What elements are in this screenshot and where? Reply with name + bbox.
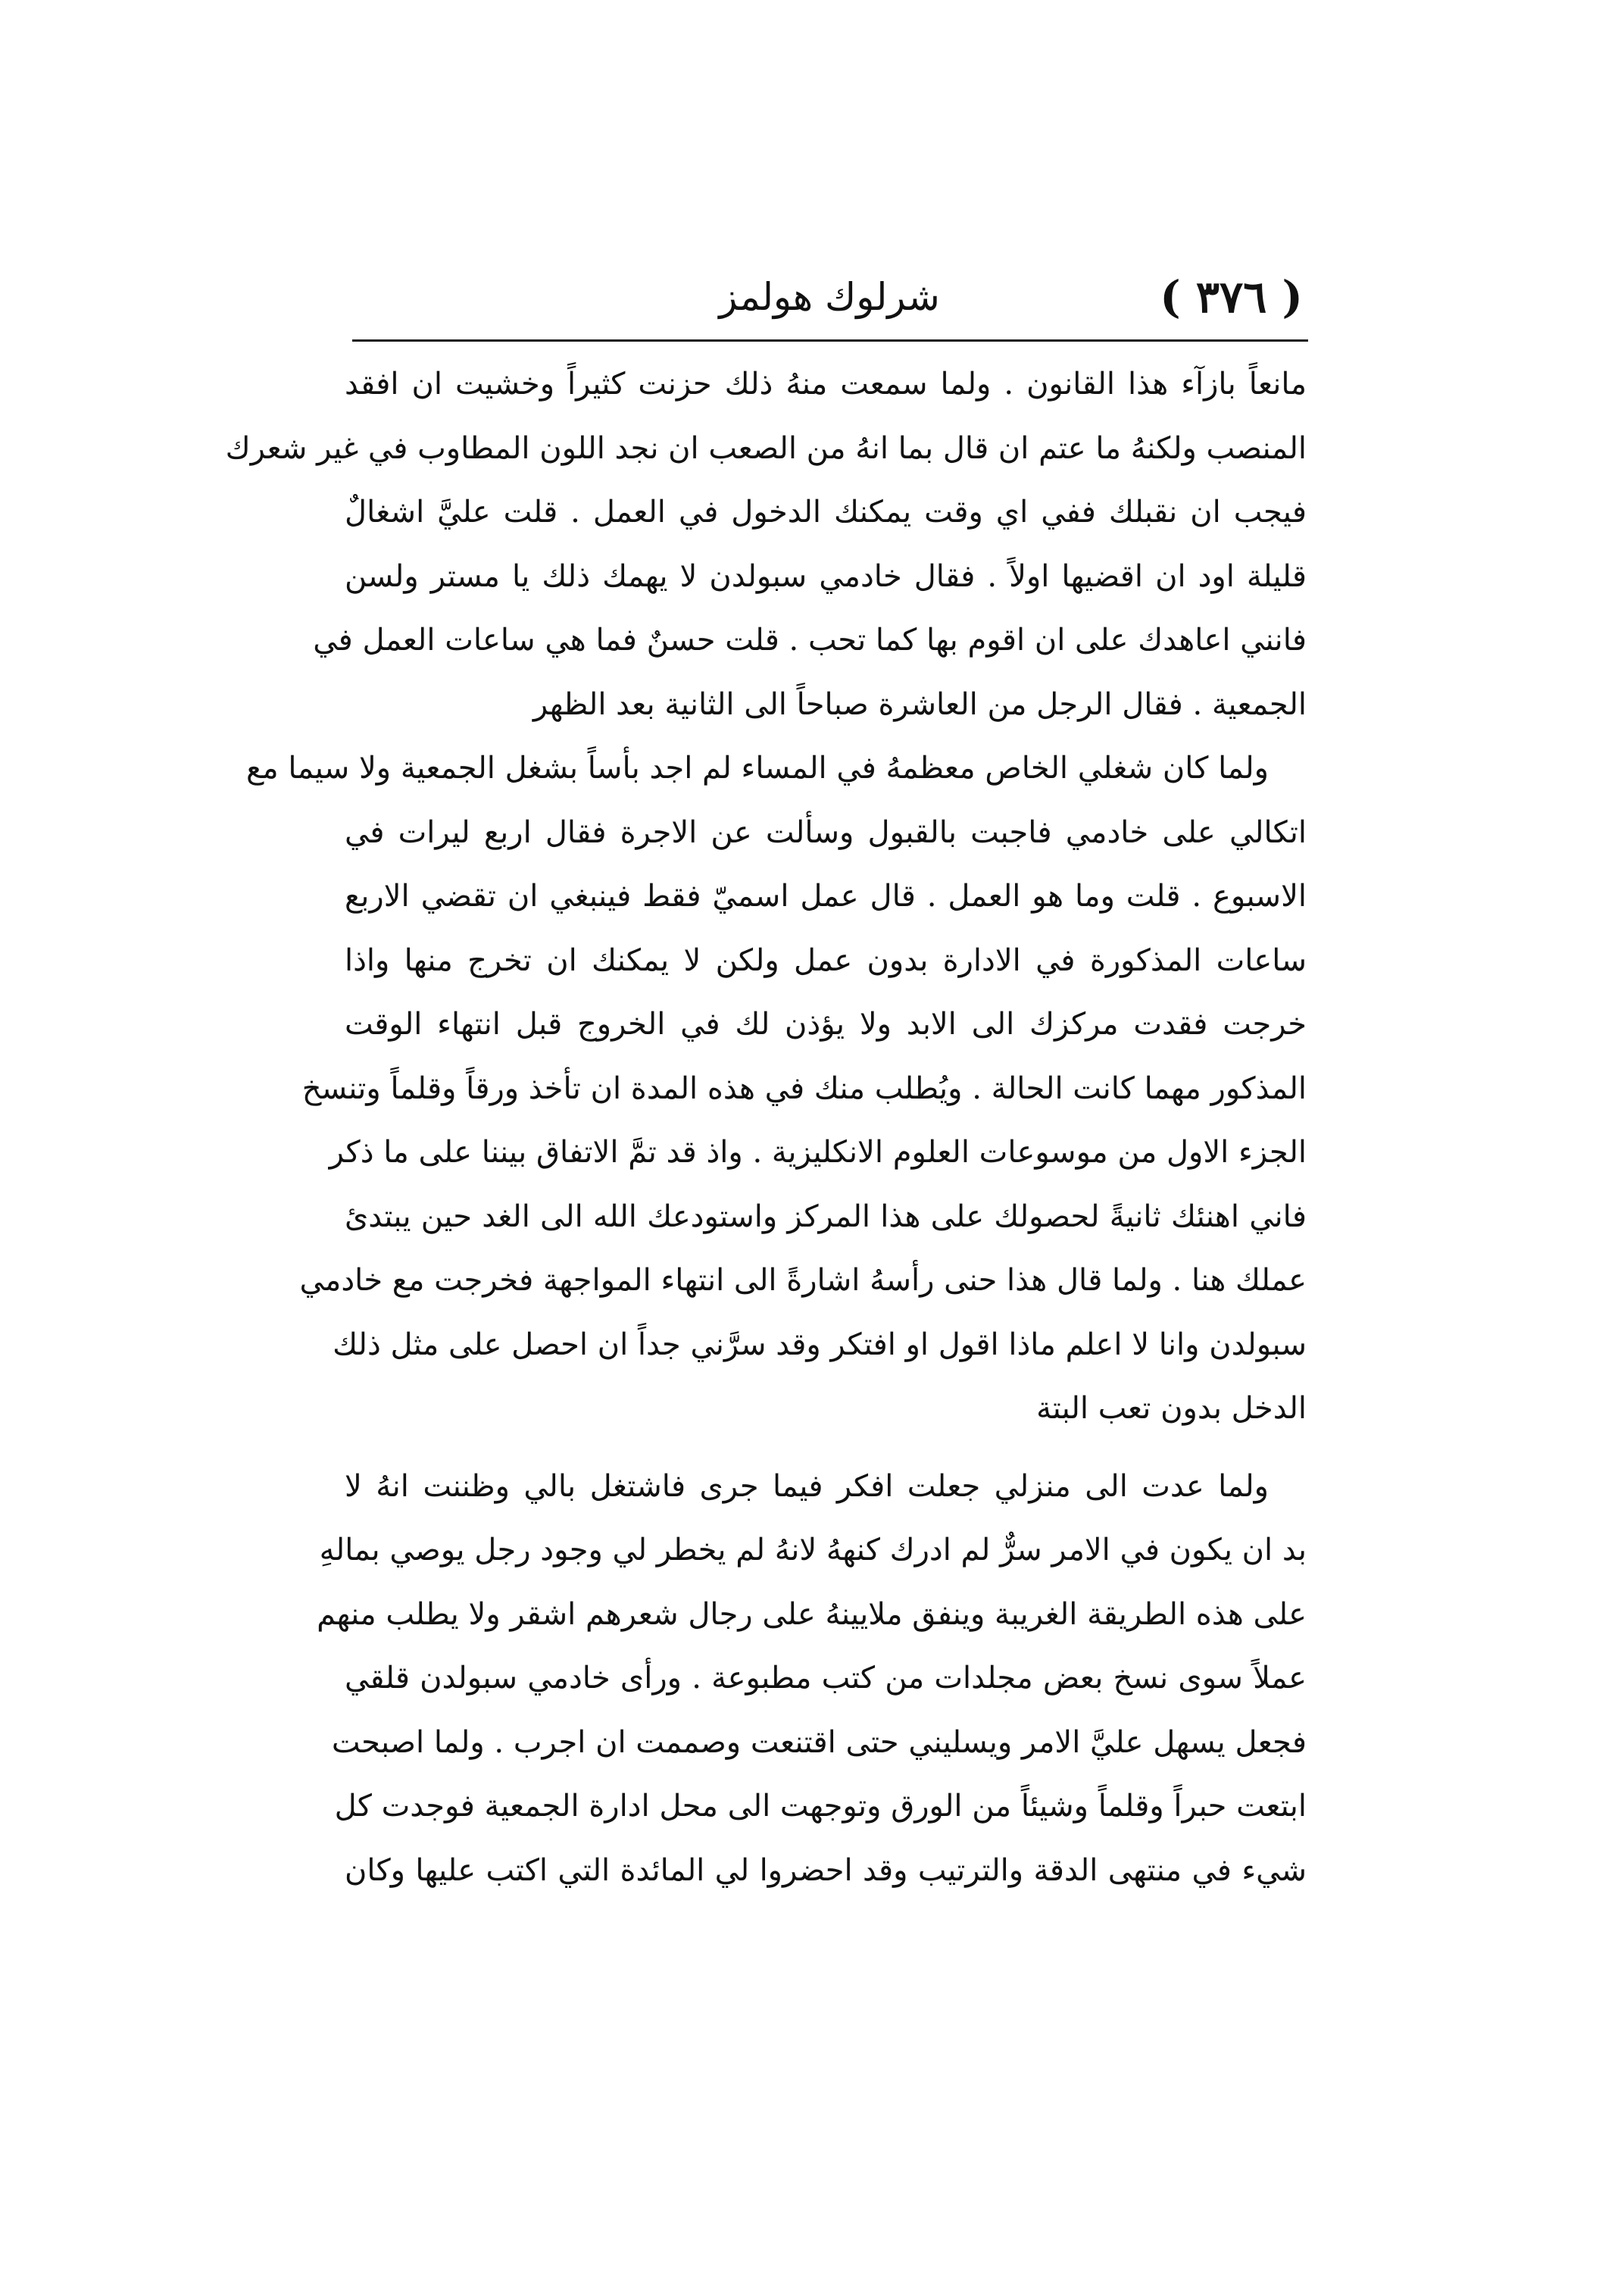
- text-line: ساعات المذكورة في الادارة بدون عمل ولكن لا يمكنك ان تخرج منها واذا: [345, 942, 1307, 978]
- text-line: ابتعت حبراً وقلماً وشيئاً من الورق وتوجهت الى محل ادارة الجمعية فوجدت كل: [334, 1789, 1307, 1824]
- text-line: مانعاً بازآء هذا القانون . ولما سمعت منهُ ذلك حزنت كثيراً وخشيت ان افقد: [345, 367, 1307, 402]
- paragraph-gap: [345, 1441, 1307, 1455]
- text-line: قليلة اود ان اقضيها اولاً . فقال خادمي سبولدن لا يهمك ذلك يا مستر ولسن: [345, 558, 1307, 594]
- text-line: عملك هنا . ولما قال هذا حنى رأسهُ اشارةً الى انتهاء المواجهة فخرجت مع خادمي: [299, 1263, 1307, 1298]
- text-line: الجمعية . فقال الرجل من العاشرة صباحاً الى الثانية بعد الظهر: [532, 686, 1307, 722]
- text-line: فانني اعاهدك على ان اقوم بها كما تحب . قلت حسنٌ فما هي ساعات العمل في: [313, 623, 1307, 658]
- text-line: الدخل بدون تعب البتة: [1036, 1391, 1307, 1426]
- text-line: خرجت فقدت مركزك الى الابد ولا يؤذن لك في الخروج قبل انتهاء الوقت: [345, 1007, 1307, 1042]
- text-line: ولما كان شغلي الخاص معظمهُ في المساء لم اجد بأساً بشغل الجمعية ولا سيما مع: [245, 751, 1269, 786]
- text-line: المنصب ولكنهُ ما عتم ان قال بما انهُ من الصعب ان نجد اللون المطاوب في غير شعرك: [225, 430, 1307, 466]
- page-header: [356, 261, 1303, 333]
- text-line: الاسبوع . قلت وما هو العمل . قال عمل اسميّ فقط فينبغي ان تقضي الاربع: [345, 879, 1307, 914]
- text-line: سبولدن وانا لا اعلم ماذا اقول او افتكر وقد سرَّني جداً ان احصل على مثل ذلك: [333, 1327, 1307, 1362]
- text-line: فاني اهنئك ثانيةً لحصولك على هذا المركز واستودعك الله الى الغد حين يبتدئ: [345, 1199, 1307, 1234]
- text-line: شيء في منتهى الدقة والترتيب وقد احضروا لي المائدة التي اكتب عليها وكان: [345, 1852, 1307, 1888]
- text-line: الجزء الاول من موسوعات العلوم الانكليزية . واذ قد تمَّ الاتفاق بيننا على ما ذكر: [329, 1135, 1307, 1170]
- text-line: المذكور مهما كانت الحالة . ويُطلب منك في هذه المدة ان تأخذ ورقاً وقلماً وتنسخ: [301, 1070, 1307, 1106]
- text-line: عملاً سوى نسخ بعض مجلدات من كتب مطبوعة . ورأى خادمي سبولدن قلقي: [345, 1661, 1307, 1696]
- body-text: [225, 352, 1307, 1902]
- text-line: على هذه الطريقة الغريبة وينفق ملايينهُ على رجال شعرهم اشقر ولا يطلب منهم: [317, 1596, 1307, 1632]
- header-rule: [352, 339, 1308, 342]
- text-line: بد ان يكون في الامر سرٌّ لم ادرك كنههُ لانهُ لم يخطر لي وجود رجل يوصي بمالهِ: [319, 1533, 1307, 1567]
- running-title: شرلوك هولمز: [719, 275, 940, 319]
- text-line: فيجب ان نقبلك ففي اي وقت يمكنك الدخول في العمل . قلت عليَّ اشغالٌ: [345, 495, 1307, 530]
- text-line: اتكالي على خادمي فاجبت بالقبول وسألت عن الاجرة فقال اربع ليرات في: [345, 814, 1307, 850]
- page-number: ( ٣٧٦ ): [1160, 271, 1303, 323]
- text-line: ولما عدت الى منزلي جعلت افكر فيما جرى فاشتغل بالي وظننت انهُ لا: [345, 1468, 1269, 1504]
- text-line: فجعل يسهل عليَّ الامر ويسليني حتى اقتنعت وصممت ان اجرب . ولما اصبحت: [331, 1724, 1307, 1760]
